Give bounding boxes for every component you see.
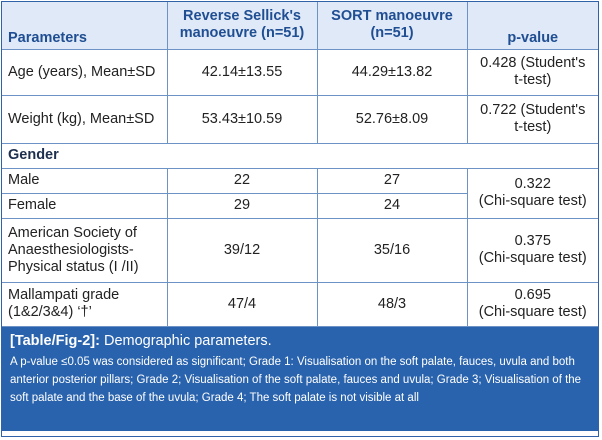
- mallampati-pvalue-line1: 0.695: [514, 287, 551, 303]
- caption-note: A p-value ≤0.05 was considered as significant; Grade 1: Visualisation on the soft palate, fauces, uvula and both anterior posterior pillars; Grade 2; Visualisation of the soft palate, fauces and uvula; Grade 3; Visualisation of the soft palate and the base of the uvula; Grade 4; The soft palate is not visible at all: [10, 355, 582, 404]
- weight-pvalue: [467, 95, 598, 143]
- age-pvalue-line2: t-test): [514, 72, 552, 88]
- gender-pvalue-line2: (Chi-square test): [478, 193, 587, 209]
- asa-reverse-sellick: 39/12: [167, 218, 317, 282]
- weight-pvalue-line2: t-test): [514, 119, 552, 135]
- mallampati-label-line2: (1&2/3&4) ‘†’: [8, 304, 92, 320]
- age-pvalue: [467, 49, 598, 95]
- header-row: [2, 2, 598, 49]
- asa-label-line2: Anaesthesiologists-: [8, 241, 134, 258]
- age-reverse-sellick: 42.14±13.55: [167, 49, 317, 95]
- caption-title-text: Demographic parameters.: [99, 332, 272, 349]
- header-reverse-sellick: [167, 2, 317, 49]
- table-caption: [2, 327, 598, 431]
- asa-pvalue-line1: 0.375: [514, 233, 551, 249]
- female-reverse-sellick: 29: [167, 193, 317, 218]
- gender-section-label: Gender: [2, 143, 598, 168]
- gender-pvalue: [467, 168, 598, 218]
- header-sort-line1: SORT manoeuvre: [331, 8, 453, 25]
- header-sort: [317, 2, 467, 49]
- header-reverse-sellick-line1: Reverse Sellick's: [183, 8, 301, 25]
- gender-pvalue-line1: 0.322: [514, 176, 551, 192]
- table-row-male: [2, 168, 598, 193]
- table-row-gender-section: [2, 143, 598, 168]
- asa-sort: 35/16: [317, 218, 467, 282]
- weight-reverse-sellick: 53.43±10.59: [167, 95, 317, 143]
- asa-label: [2, 218, 167, 282]
- caption-ref: [Table/Fig-2]:: [10, 332, 100, 349]
- mallampati-reverse-sellick: 47/4: [167, 282, 317, 326]
- age-pvalue-line1: 0.428 (Student's: [480, 55, 586, 71]
- caption-title: [10, 332, 590, 350]
- age-label: Age (years), Mean±SD: [2, 49, 167, 95]
- male-sort: 27: [317, 168, 467, 193]
- demographic-table: [2, 2, 598, 327]
- male-reverse-sellick: 22: [167, 168, 317, 193]
- mallampati-pvalue-line2: (Chi-square test): [478, 304, 587, 320]
- table-figure: [1, 1, 599, 437]
- header-sort-line2: (n=51): [370, 25, 414, 42]
- asa-pvalue-line2: (Chi-square test): [478, 250, 587, 266]
- asa-label-line1: American Society of: [8, 224, 137, 241]
- mallampati-pvalue: [467, 282, 598, 326]
- header-parameters: Parameters: [2, 2, 167, 49]
- table-row-mallampati: [2, 282, 598, 326]
- header-reverse-sellick-line2: manoeuvre (n=51): [179, 25, 305, 42]
- weight-pvalue-line1: 0.722 (Student's: [480, 102, 586, 118]
- age-sort: 44.29±13.82: [317, 49, 467, 95]
- table-row-weight: [2, 95, 598, 143]
- mallampati-label: [2, 282, 167, 326]
- header-pvalue: p-value: [467, 2, 598, 49]
- table-row-asa: [2, 218, 598, 282]
- male-label: Male: [2, 168, 167, 193]
- female-sort: 24: [317, 193, 467, 218]
- mallampati-sort: 48/3: [317, 282, 467, 326]
- weight-sort: 52.76±8.09: [317, 95, 467, 143]
- table-row-age: [2, 49, 598, 95]
- female-label: Female: [2, 193, 167, 218]
- weight-label: Weight (kg), Mean±SD: [2, 95, 167, 143]
- asa-pvalue: [467, 218, 598, 282]
- mallampati-label-line1: Mallampati grade: [8, 287, 120, 303]
- asa-label-line3: Physical status (I /II): [8, 258, 139, 275]
